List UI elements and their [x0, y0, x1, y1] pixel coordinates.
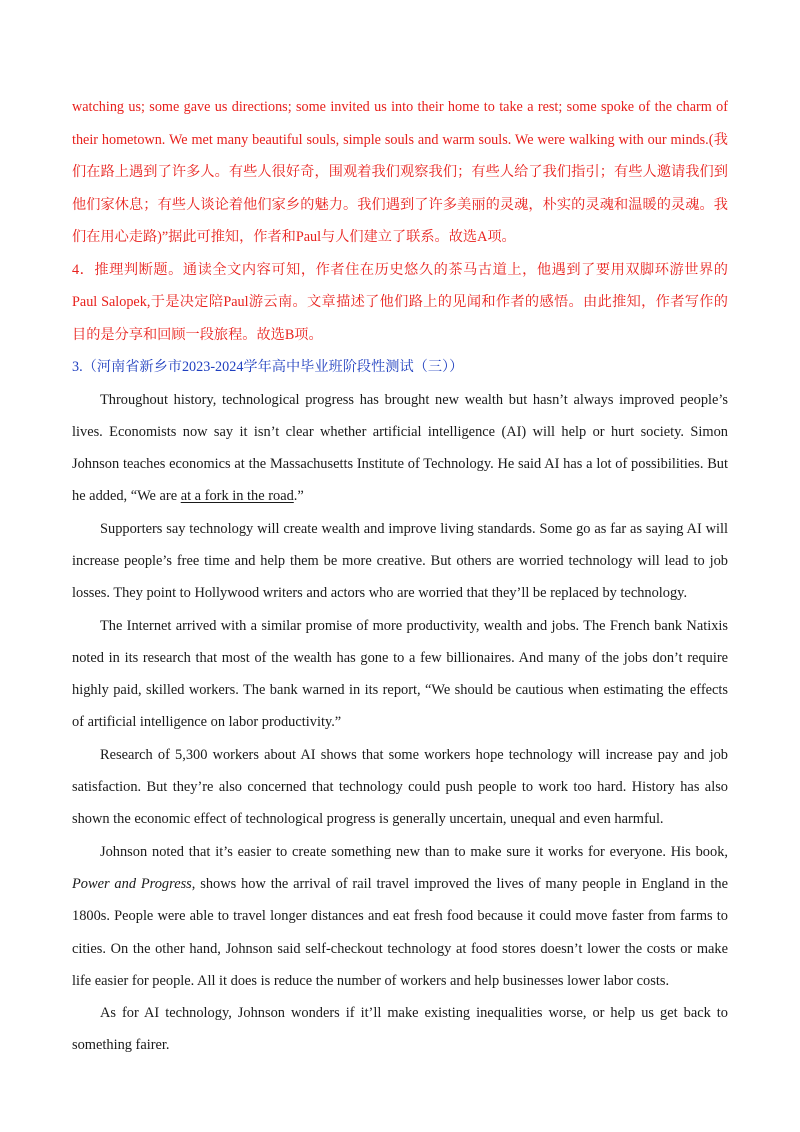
passage-paragraph-5 [72, 836, 728, 997]
passage-paragraph-3: The Internet arrived with a similar promise of more productivity, wealth and jobs. The French bank Natixis noted in its research that most of the wealth has gone to a few billionaires. And many of the jobs don’t require highly paid, skilled workers. The bank warned in its report, “We should be cautious when estimating the effects of artificial intelligence on labor productivity.” [72, 617, 728, 731]
passage-paragraph-5-text: Johnson noted that it’s easier to create something new than to make sure it works for everyone. His book, [100, 843, 728, 860]
passage-paragraph-1-text: Throughout history, technological progress has brought new wealth but hasn’t always improved people’s lives. Economists now say it isn’t clear whether artificial intelligence (AI) will help or hurt society. Simon Johnson teaches economics at the Massachusetts Institute of Technology. He said AI has a lot of possibilities. But he added, “We are [72, 391, 728, 505]
question-3-heading [72, 351, 728, 384]
passage-paragraph-5-rest: , shows how the arrival of rail travel improved the lives of many people in England in the 1800s. People were able to travel longer distances and eat fresh food because it could move faster from farms to cities. On the other hand, Johnson said self-checkout technology at food stores doesn’t lower the costs or make life easier for people. All it does is reduce the number of workers and help businesses lower labor costs. [72, 875, 728, 989]
question-number: 3. [72, 359, 83, 375]
passage-paragraph-4: Research of 5,300 workers about AI shows that some workers hope technology will increase pay and job satisfaction. But they’re also concerned that technology could push people to work too hard. History has also shown the economic effect of technological progress is generally uncertain, unequal and even harmful. [72, 746, 728, 828]
answer-3-explanation: watching us; some gave us directions; some invited us into their home to take a rest; some spoke of the charm of their hometown. We met many beautiful souls, simple souls and warm souls. We were walking with our minds.(我们在路上遇到了许多人。有些人很好奇，围观着我们观察我们；有些人给了我们指引；有些人邀请我们到他们家休息；有些人谈论着他们家乡的魅力。我们遇到了许多美丽的灵魂，朴实的灵魂和温暖的灵魂。我们在用心走路)”据此可推知，作者和Paul与人们建立了联系。故选A项。 [72, 99, 728, 245]
passage-paragraph-2: Supporters say technology will create wealth and improve living standards. Some go as far as saying AI will increase people’s free time and help them be more creative. But others are worried technology will lead to job losses. They point to Hollywood writers and actors who are worried that they’ll be replaced by technology. [72, 520, 728, 602]
passage-paragraph-6: As for AI technology, Johnson wonders if it’ll make existing inequalities worse, or help us get back to something fairer. [72, 1005, 728, 1054]
answer-4-explanation: 4．推理判断题。通读全文内容可知，作者住在历史悠久的茶马古道上，他遇到了要用双脚环游世界的Paul Salopek,于是决定陪Paul游云南。文章描述了他们路上的见闻和作者的感悟。由此推知，作者写作的目的是分享和回顾一段旅程。故选B项。 [72, 261, 728, 343]
passage-paragraph-1-end: .” [293, 488, 304, 505]
passage-paragraph-1 [72, 384, 728, 513]
reading-passage [72, 384, 728, 1062]
underlined-phrase: at a fork in the road [180, 488, 294, 505]
book-title: Power and Progress [72, 875, 192, 892]
question-source: （河南省新乡市2023-2024学年高中毕业班阶段性测试（三）） [82, 359, 464, 375]
